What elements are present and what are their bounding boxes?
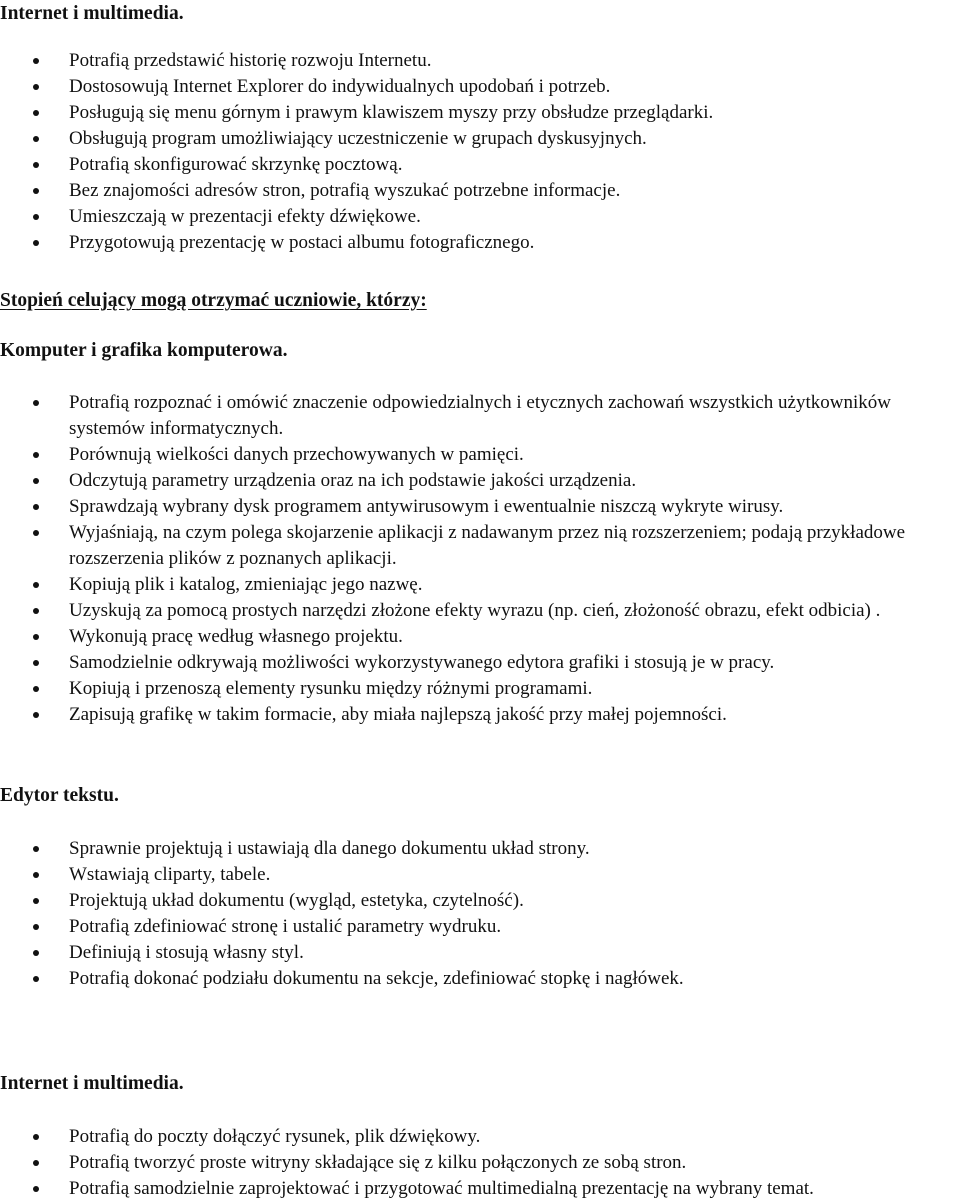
list-item: Odczytują parametry urządzenia oraz na ich podstawie jakości urządzenia. <box>0 468 960 494</box>
bullet-icon <box>33 110 39 116</box>
list-item: Definiują i stosują własny styl. <box>0 940 960 966</box>
list-item: Sprawnie projektują i ustawiają dla danego dokumentu układ strony. <box>0 836 960 862</box>
bullet-icon <box>33 504 39 510</box>
bullet-icon <box>33 924 39 930</box>
bullet-icon <box>33 84 39 90</box>
list-item: Sprawdzają wybrany dysk programem antywirusowym i ewentualnie niszczą wykryte wirusy. <box>0 494 960 520</box>
bullet-icon <box>33 712 39 718</box>
list-item: Zapisują grafikę w takim formacie, aby miała najlepszą jakość przy małej pojemności. <box>0 702 960 728</box>
bullet-icon <box>33 1186 39 1192</box>
bullet-icon <box>33 660 39 666</box>
list-item: Bez znajomości adresów stron, potrafią wyszukać potrzebne informacje. <box>0 178 960 204</box>
bullet-icon <box>33 188 39 194</box>
list-item: Umieszczają w prezentacji efekty dźwiękowe. <box>0 204 960 230</box>
bullet-icon <box>33 136 39 142</box>
bullet-icon <box>33 162 39 168</box>
list-item: Potrafią zdefiniować stronę i ustalić parametry wydruku. <box>0 914 960 940</box>
bullet-icon <box>33 1160 39 1166</box>
list-item: Potrafią dokonać podziału dokumentu na sekcje, zdefiniować stopkę i nagłówek. <box>0 966 960 992</box>
list-item: Uzyskują za pomocą prostych narzędzi złożone efekty wyrazu (np. cień, złożoność obrazu, efekt odbicia) . <box>0 598 960 624</box>
bullet-icon <box>33 634 39 640</box>
list-item: Potrafią tworzyć proste witryny składające się z kilku połączonych ze sobą stron. <box>0 1150 960 1176</box>
bullet-icon <box>33 872 39 878</box>
list-item: Projektują układ dokumentu (wygląd, estetyka, czytelność). <box>0 888 960 914</box>
list-item: Potrafią skonfigurować skrzynkę pocztową. <box>0 152 960 178</box>
list-item: Obsługują program umożliwiający uczestniczenie w grupach dyskusyjnych. <box>0 126 960 152</box>
list-item: Dostosowują Internet Explorer do indywidualnych upodobań i potrzeb. <box>0 74 960 100</box>
section-heading-internet-multimedia-2: Internet i multimedia. <box>0 1073 184 1094</box>
list-item: Posługują się menu górnym i prawym klawiszem myszy przy obsłudze przeglądarki. <box>0 100 960 126</box>
section-heading-internet-multimedia-1: Internet i multimedia. <box>0 3 184 24</box>
bullet-icon <box>33 686 39 692</box>
list-item: Potrafią rozpoznać i omówić znaczenie odpowiedzialnych i etycznych zachowań wszystkich użytkowników systemów informatycznych. <box>0 390 960 442</box>
bullet-icon <box>33 608 39 614</box>
bullet-icon <box>33 400 39 406</box>
list-item: Przygotowują prezentację w postaci albumu fotograficznego. <box>0 230 960 256</box>
internet-multimedia-list-1 <box>0 48 960 256</box>
internet-multimedia-list-2 <box>0 1124 960 1202</box>
bullet-icon <box>33 898 39 904</box>
grade-heading: Stopień celujący mogą otrzymać uczniowie, którzy: <box>0 290 427 311</box>
section-heading-computer-graphics: Komputer i grafika komputerowa. <box>0 340 288 361</box>
bullet-icon <box>33 846 39 852</box>
bullet-icon <box>33 530 39 536</box>
computer-graphics-list <box>0 390 960 728</box>
list-item: Wykonują pracę według własnego projektu. <box>0 624 960 650</box>
list-item: Wstawiają cliparty, tabele. <box>0 862 960 888</box>
bullet-icon <box>33 452 39 458</box>
text-editor-list <box>0 836 960 992</box>
list-item: Potrafią przedstawić historię rozwoju Internetu. <box>0 48 960 74</box>
list-item: Potrafią samodzielnie zaprojektować i przygotować multimedialną prezentację na wybrany temat. <box>0 1176 960 1202</box>
bullet-icon <box>33 582 39 588</box>
bullet-icon <box>33 58 39 64</box>
bullet-icon <box>33 976 39 982</box>
list-item: Porównują wielkości danych przechowywanych w pamięci. <box>0 442 960 468</box>
list-item: Samodzielnie odkrywają możliwości wykorzystywanego edytora grafiki i stosują je w pracy. <box>0 650 960 676</box>
bullet-icon <box>33 1134 39 1140</box>
bullet-icon <box>33 950 39 956</box>
bullet-icon <box>33 240 39 246</box>
bullet-icon <box>33 214 39 220</box>
section-heading-text-editor: Edytor tekstu. <box>0 785 119 806</box>
bullet-icon <box>33 478 39 484</box>
list-item: Kopiują plik i katalog, zmieniając jego nazwę. <box>0 572 960 598</box>
list-item: Wyjaśniają, na czym polega skojarzenie aplikacji z nadawanym przez nią rozszerzeniem; podają przykładowe rozszerzenia plików z poznanych aplikacji. <box>0 520 960 572</box>
list-item: Kopiują i przenoszą elementy rysunku między różnymi programami. <box>0 676 960 702</box>
list-item: Potrafią do poczty dołączyć rysunek, plik dźwiękowy. <box>0 1124 960 1150</box>
